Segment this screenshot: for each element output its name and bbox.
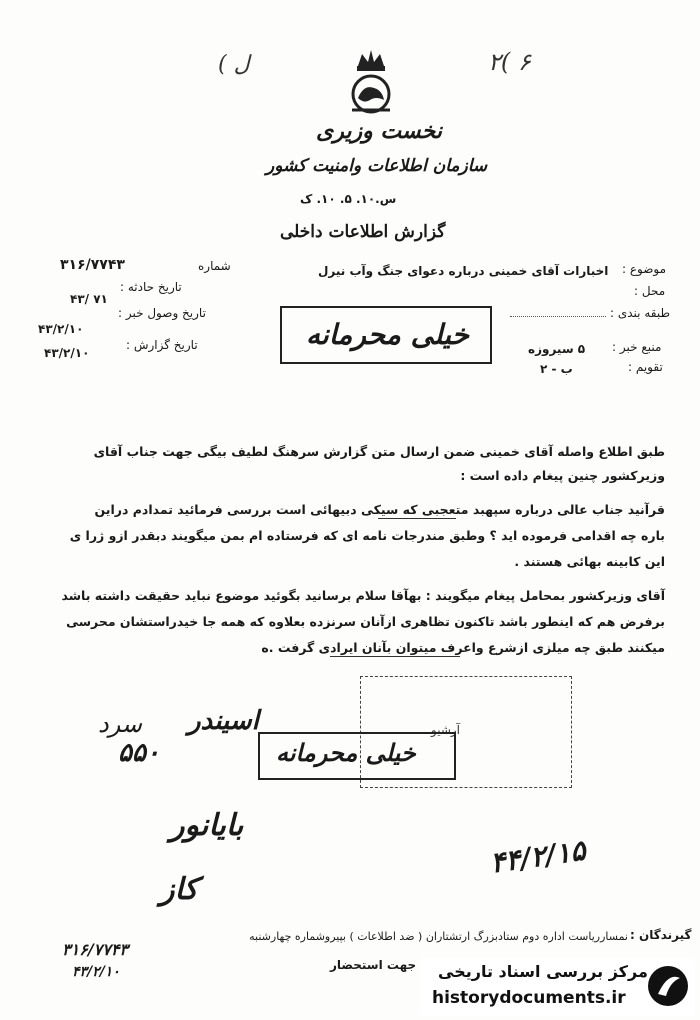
- related-label: طبقه بندی :: [610, 306, 670, 320]
- received-date-label: تاریخ وصول خبر :: [118, 306, 206, 320]
- right-handwritten-date: ۴۴/۲/۱۵: [488, 833, 588, 880]
- source-value: ۵ سیروزه: [528, 342, 586, 356]
- recipients-line-1: نمسارریاست اداره دوم ستادبزرگ ارتشتاران ( ضد اطلاعات ) بپیروشماره چهارشنبه: [249, 930, 628, 943]
- hand-note-b: ۵۵۰: [118, 738, 160, 768]
- ministry-title: نخست وزیری: [316, 118, 442, 144]
- report-title: گزارش اطلاعات داخلی: [280, 222, 446, 242]
- subject-value: اخبارات آقای خمینی درباره دعوای جنگ وآب نیرل: [318, 264, 609, 278]
- recipients-line-2: جهت استحضار: [330, 958, 417, 972]
- received-date-value: ۴۳/۲/۱۰: [38, 322, 84, 336]
- lion-and-sun-crown-emblem: [340, 48, 402, 116]
- hand-note-a: اسیندر: [188, 706, 259, 736]
- report-number-label: شماره: [198, 259, 231, 273]
- body-p3-line3: میکنند طبق چه میلزی ازشرع واعرف میتوان بآنان ایرادی گرفت .ه: [261, 640, 665, 655]
- watermark-title: مرکز بررسی اسناد تاریخی: [438, 962, 648, 981]
- body-p1-line1: طبق اطلاع واصله آقای خمینی ضمن ارسال متن گزارش سرهنگ لطیف بیگی جهت جناب آقای: [93, 444, 665, 459]
- signature-2: کاز: [160, 872, 198, 907]
- location-label: محل :: [634, 284, 666, 298]
- body-p3-line2: برفرض هم که اینطور باشد تاکنون تظاهری ازآنان سرنزده بعلاوه که همه جا خیدراستشان محرسی: [66, 614, 665, 629]
- body-p2-line1: قرآنید جناب عالی درباره سپهبد متعجبی که سیکی دبیهائی است بررسی فرمائید تمدادم دراین: [94, 502, 665, 517]
- evaluation-label: تقویم :: [628, 360, 663, 374]
- classification-stamp-top-text: خیلی محرمانه: [306, 318, 469, 351]
- body-p3-line1: آقای وزیرکشور بمحامل پیغام میگویند : بهآقا سلام برسانید بگوئید موضوع نباید حقیقت داشته باشد: [61, 588, 665, 603]
- event-date-value: ۴۳/ ۷۱: [70, 292, 108, 306]
- report-number-value: ۳۱۶/۷۷۴۳: [60, 257, 125, 273]
- classification-stamp-top: [280, 306, 492, 364]
- underline-mark-2: [330, 656, 460, 657]
- received-stamp-text: آرشیو: [431, 723, 461, 737]
- body-p2-line3: این کابینه بهائی هستند .: [514, 554, 665, 569]
- organization-title: سازمان اطلاعات وامنیت کشور: [266, 156, 488, 176]
- subject-label: موضوع :: [622, 262, 667, 276]
- event-date-label: تاریخ حادثه :: [120, 280, 182, 294]
- organization-code: س.۱۰. ۵. ۱۰. ک: [300, 192, 397, 206]
- classification-stamp-mid-text: خیلی محرمانه: [276, 738, 416, 767]
- classification-stamp-mid: [258, 732, 456, 780]
- watermark-logo-icon: [646, 964, 690, 1008]
- report-date-label: تاریخ گزارش :: [126, 338, 198, 352]
- footer-left-number: ۳۱۶/۷۷۴۳: [62, 940, 128, 959]
- top-scribble-right: ۲( ۶: [488, 48, 531, 76]
- underline-mark: [378, 518, 456, 519]
- footer-left-number-2: ۴۳/۲/۱۰: [72, 964, 120, 980]
- top-scribble-left: ( ل: [218, 52, 250, 77]
- related-dotted-line: [510, 316, 606, 317]
- watermark-url: historydocuments.ir: [432, 988, 626, 1008]
- hand-note-c: سرد: [98, 710, 143, 738]
- report-date-value: ۴۳/۲/۱۰: [44, 346, 90, 360]
- body-p1-line2: وزیرکشور چنین پیغام داده است :: [460, 468, 665, 483]
- evaluation-value: ب - ۲: [540, 362, 573, 376]
- watermark: [420, 958, 695, 1016]
- recipients-label: گیرندگان :: [630, 928, 692, 942]
- body-p2-line2: باره چه اقدامی فرموده اید ؟ وطبق مندرجات نامه ای که فرستاده ام بمن میگویند دبقدر ازو ژرا ی: [69, 528, 665, 543]
- signature-1: بایانور: [170, 808, 244, 843]
- source-label: منبع خبر :: [612, 340, 662, 354]
